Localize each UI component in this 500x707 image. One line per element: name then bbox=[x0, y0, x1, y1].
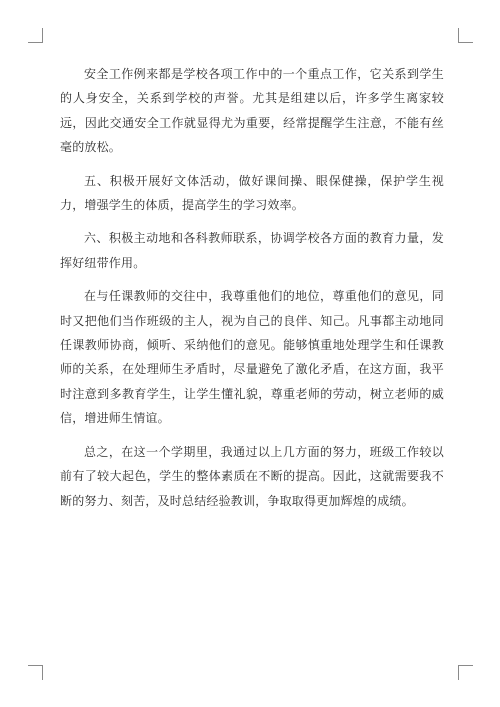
crop-mark-top-left bbox=[28, 28, 43, 43]
paragraph-teacher-liaison: 六、积极主动地和各科教师联系，协调学校各方面的教育力量，发挥好纽带作用。 bbox=[60, 231, 444, 270]
paragraph-teacher-relations: 在与任课教师的交往中，我尊重他们的地位，尊重他们的意见，同时又把他们当作班级的主人，视为自己的良伴、知己。凡事都主动地同任课教师协商，倾听、采纳他们的意见。能够慎重地处理学生和任课教师的关系，在处理师生矛盾时，尽量避免了激化矛盾，在这方面，我平时注意到多教育学生，让学生懂礼貌，尊重老师的劳动，树立老师的威信，增进师生情谊。 bbox=[60, 289, 444, 426]
paragraph-safety: 安全工作例来都是学校各项工作中的一个重点工作，它关系到学生的人身安全，关系到学校的声誉。尤其是组建以后，许多学生离家较远，因此交通安全工作就显得尤为重要，经常提醒学生注意，不能有丝毫的放松。 bbox=[60, 67, 444, 155]
paragraph-summary: 总之，在这一个学期里，我通过以上几方面的努力，班级工作较以前有了较大起色，学生的整体素质在不断的提高。因此，这就需要我不断的努力、刻苦，及时总结经验教训，争取取得更加辉煌的成绩。 bbox=[60, 444, 444, 508]
crop-mark-top-right bbox=[458, 28, 473, 43]
crop-mark-bottom-left bbox=[28, 665, 43, 680]
paragraph-sports-activities: 五、积极开展好文体活动，做好课间操、眼保健操，保护学生视力，增强学生的体质，提高学生的学习效率。 bbox=[60, 173, 444, 213]
document-body bbox=[60, 62, 444, 522]
crop-mark-bottom-right bbox=[458, 665, 473, 680]
